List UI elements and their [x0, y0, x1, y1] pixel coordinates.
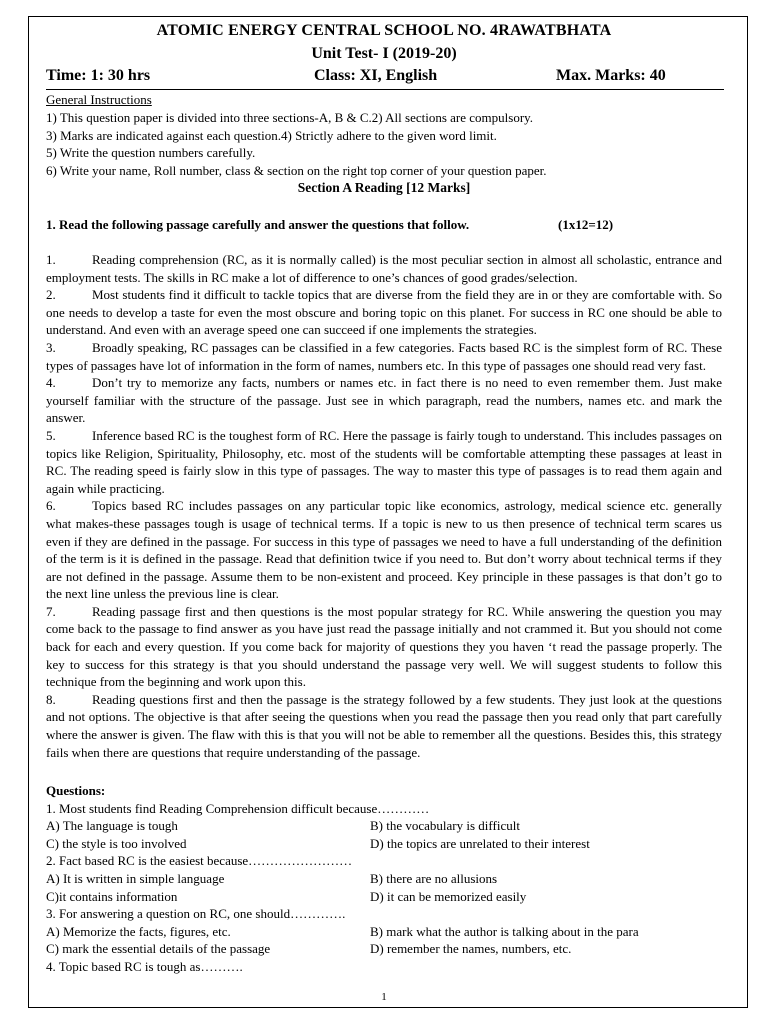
question-stem: 4. Topic based RC is tough as……….: [46, 958, 243, 974]
option-c: C) mark the essential details of the passage: [46, 941, 271, 957]
option-b: B) there are no allusions: [370, 870, 498, 886]
option-a: A) It is written in simple language: [46, 870, 225, 886]
paragraph-number: 8.: [46, 691, 56, 707]
option-b: B) mark what the author is talking about in the para: [370, 923, 639, 939]
instruction-item: 5) Write the question numbers carefully.: [46, 145, 256, 161]
paragraph-text: Reading questions first and then the passage is the strategy followed by a few students. They just look at the questions and not options. The objective is that after seeing the questions when you read the passage then you read only that part carefully where the answer is given. The flaw with this is that you will not be able to remember all the questions. Besides this, this strategy fails when there are questions that require understanding of the passage.: [46, 691, 722, 760]
options-row: [46, 888, 726, 906]
paragraph-number: 1.: [46, 252, 56, 267]
instruction-item: 1) This question paper is divided into three sections-A, B & C.2) All sections are compulsory.: [46, 110, 534, 125]
paragraph-number: 7.: [46, 603, 56, 619]
option-c: C) the style is too involved: [46, 835, 187, 851]
paragraph-number: 6.: [46, 498, 56, 514]
options-row: [46, 817, 726, 835]
instructions-list: [46, 109, 726, 179]
instructions-title: General Instructions: [46, 92, 152, 107]
paragraph-text: Don’t try to memorize any facts, numbers or names etc. in fact there is no need to even remember them. Just make yourself familiar with the structure of the passage. Just see in which paragraph, read the numbers, names etc. and mark the answer.: [46, 375, 722, 426]
school-name: ATOMIC ENERGY CENTRAL SCHOOL NO. 4RAWATBHATA: [156, 22, 612, 39]
header-divider: [46, 89, 724, 90]
option-c: C)it contains information: [46, 888, 178, 904]
paragraph-text: Topics based RC includes passages on any particular topic like economics, astrology, medical science etc. generally what makes-these passages tough is usage of technical terms. If a topic is new to us then presence of technical term scares us even if they are defined in the passage. For success in this type of passages we need to have a full understanding of the definition of the term is it is defined in the passage. Read that definition twice if you need to. But don’t worry about technical terms if they are not defined in the passage. Assume them to be non-existent and proceed. Key principle in these passages is that don’t go to the next line unless the previous line is clear.: [46, 498, 722, 602]
exam-info-row: [46, 67, 726, 87]
passage-paragraph: [46, 691, 722, 761]
passage-paragraph: [46, 603, 722, 691]
class-label: Class: XI, English: [314, 67, 438, 84]
question-1-marks: (1x12=12): [558, 217, 614, 232]
options-row: [46, 923, 726, 941]
options-row: [46, 870, 726, 888]
time-label: Time: 1: 30 hrs: [46, 67, 151, 84]
instruction-item: 6) Write your name, Roll number, class & section on the right top corner of your question paper.: [46, 162, 547, 178]
question-1-heading: [46, 217, 726, 233]
option-b: B) the vocabulary is difficult: [370, 818, 520, 834]
paragraph-number: 5.: [46, 427, 56, 443]
passage-paragraph: [46, 427, 722, 497]
max-marks-label: Max. Marks: 40: [556, 67, 666, 84]
question-1-text: 1. Read the following passage carefully and answer the questions that follow.: [46, 217, 470, 232]
option-a: A) Memorize the facts, figures, etc.: [46, 923, 231, 939]
page-number: 1: [381, 991, 387, 1003]
paragraph-text: Broadly speaking, RC passages can be classified in a few categories. Facts based RC is the simplest form of RC. These types of passages have lot of information in the form of names, numbers etc. In this type of passages one should read very fast.: [46, 339, 722, 373]
paragraph-text: Reading comprehension (RC, as it is normally called) is the most peculiar section in almost all scholastic, entrance and employment tests. The skills in RC make a lot of difference to one’s chances of good grades/selection.: [46, 252, 722, 285]
passage-paragraph: [46, 286, 722, 339]
passage-paragraph: [46, 374, 722, 427]
options-row: [46, 835, 726, 853]
passage-paragraph: [46, 497, 722, 603]
question-stem: 1. Most students find Reading Comprehension difficult because…………: [46, 800, 430, 816]
test-title: Unit Test- I (2019-20): [311, 45, 457, 62]
passage-paragraph: [46, 251, 722, 286]
options-row: [46, 940, 726, 958]
reading-passage: [46, 251, 722, 761]
questions-heading: Questions:: [46, 783, 106, 798]
paragraph-text: Most students find it difficult to tackle topics that are diverse from the field they are in or they are comfortable with. So one needs to develop a taste for even the most obscure and boring topic on this planet. For success in RC one should be able to understand. And even with an average speed one can succeed if one implements the strategies.: [46, 287, 722, 338]
passage-paragraph: [46, 339, 722, 374]
paragraph-number: 2.: [46, 287, 56, 303]
option-d: D) it can be memorized easily: [370, 888, 527, 904]
paragraph-number: 4.: [46, 375, 56, 391]
instruction-item: 3) Marks are indicated against each question.4) Strictly adhere to the given word limit.: [46, 127, 497, 143]
option-a: A) The language is tough: [46, 818, 178, 834]
paragraph-text: Inference based RC is the toughest form of RC. Here the passage is fairly tough to understand. This includes passages on topics like Religion, Spirituality, Philosophy, etc. most of the students will be comfortable attempting these passages at least in RC. The reading speed is fairly slow in this type of passages. The way to master this type of passages is to read them again and again while practicing.: [46, 427, 722, 496]
section-a-heading: Section A Reading [12 Marks]: [297, 180, 471, 195]
question-stem: 2. Fact based RC is the easiest because……………………: [46, 853, 353, 869]
paragraph-text: Reading passage first and then questions is the most popular strategy for RC. While answering the question you may come back to the passage to find answer as you have just read the passage initially and not crammed it. But you should not come back for each and every question. If you come back for majority of questions they you haven ‘t read the passage properly. The key to success for this strategy is that you should understand the passage very well. We will suggest students to follow this technique from the beginning and work upon this.: [46, 603, 722, 690]
option-d: D) the topics are unrelated to their interest: [370, 835, 590, 851]
paragraph-number: 3.: [46, 339, 56, 355]
questions-section: [46, 782, 726, 976]
question-stem: 3. For answering a question on RC, one should………….: [46, 906, 346, 922]
option-d: D) remember the names, numbers, etc.: [370, 941, 572, 957]
